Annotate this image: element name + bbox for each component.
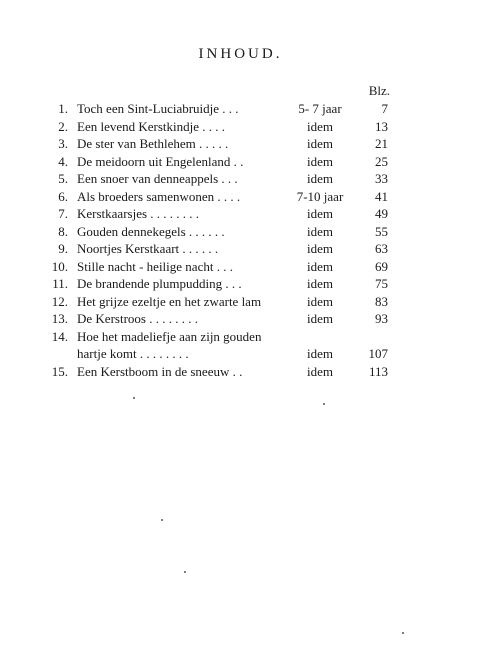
entry-title: hartje komt . . . . . . . . [77, 346, 189, 361]
entry-title: De ster van Bethlehem . . . . . [77, 136, 229, 151]
paper-speck [323, 403, 325, 405]
entry-title: Toch een Sint-Luciabruidje . . . [77, 101, 239, 116]
entry-age: 7-10 jaar [296, 188, 344, 204]
entry-title: Gouden dennekegels . . . . . . [77, 223, 225, 239]
entry-page: 107 [368, 346, 388, 361]
entry-number: 9. [58, 241, 68, 256]
entry-title: De Kerstroos . . . . . . . . [77, 311, 198, 326]
entry-title: Het grijze ezeltje en het zwarte lam [77, 293, 262, 309]
entry-age: idem [307, 223, 333, 239]
entry-page: 113 [368, 363, 388, 379]
entry-page: 7 [381, 101, 388, 116]
paper-speck [402, 632, 404, 634]
entry-page: 55 [375, 223, 388, 239]
toc-entry [0, 100, 481, 118]
paper-speck [184, 571, 186, 573]
toc-entry [0, 310, 481, 328]
entry-number: 1. [58, 101, 68, 116]
entry-page: 41 [375, 188, 388, 204]
entry-title: Een levend Kerstkindje . . . . [77, 118, 226, 134]
entry-age: idem [307, 136, 333, 151]
entry-page: 63 [375, 241, 388, 256]
entry-number: 7. [58, 206, 68, 221]
entry-number: 15. [51, 363, 68, 379]
toc-entry [0, 135, 481, 153]
entry-title: De meidoorn uit Engelenland . . [77, 153, 244, 169]
toc-entry [0, 363, 481, 381]
entry-age: idem [307, 363, 333, 379]
entry-number: 12. [51, 293, 68, 309]
paper-speck [161, 519, 163, 521]
entry-title: Een snoer van denneappels . . . [77, 171, 238, 186]
page-column-header: Blz. [368, 83, 390, 98]
toc-entry [0, 240, 481, 258]
entry-title: Hoe het madeliefje aan zijn gouden [77, 328, 262, 344]
entry-age: idem [307, 118, 333, 134]
entry-age: idem [307, 241, 333, 256]
toc-entry [0, 275, 481, 293]
toc-entry [0, 188, 481, 206]
entry-age: idem [307, 258, 333, 274]
entry-age: idem [307, 346, 333, 361]
entry-age: 5- 7 jaar [298, 101, 342, 116]
entry-age: idem [307, 171, 333, 186]
entry-number: 3. [58, 136, 68, 151]
contents-heading: INHOUD. [198, 46, 283, 62]
entry-number: 11. [52, 276, 68, 291]
paper-speck [133, 397, 135, 399]
entry-number: 14. [51, 328, 68, 344]
toc-entry [0, 205, 481, 223]
entry-number: 13. [51, 311, 68, 326]
entry-page: 93 [375, 311, 388, 326]
toc-entry [0, 293, 481, 311]
table-of-contents [0, 100, 481, 380]
entry-title: Als broeders samenwonen . . . . [77, 188, 241, 204]
entry-age: idem [307, 206, 333, 221]
entry-page: 83 [375, 293, 388, 309]
entry-age: idem [307, 153, 333, 169]
entry-page: 49 [375, 206, 388, 221]
toc-entry [0, 328, 481, 346]
entry-number: 5. [58, 171, 68, 186]
toc-entry [0, 258, 481, 276]
entry-number: 6. [58, 188, 68, 204]
entry-number: 8. [58, 223, 68, 239]
entry-number: 2. [58, 118, 68, 134]
toc-entry [0, 223, 481, 241]
entry-page: 21 [375, 136, 388, 151]
entry-title: Noortjes Kerstkaart . . . . . . [77, 241, 219, 256]
entry-number: 10. [51, 258, 68, 274]
entry-age: idem [307, 276, 333, 291]
entry-number: 4. [58, 153, 68, 169]
toc-entry [0, 118, 481, 136]
entry-title: Stille nacht - heilige nacht . . . [77, 258, 233, 274]
entry-page: 75 [375, 276, 388, 291]
toc-entry [0, 153, 481, 171]
entry-title: Kerstkaarsjes . . . . . . . . [77, 206, 200, 221]
toc-entry-continuation [0, 345, 481, 363]
entry-page: 69 [375, 258, 388, 274]
entry-age: idem [307, 311, 333, 326]
toc-entry [0, 170, 481, 188]
entry-title: De brandende plumpudding . . . [77, 276, 242, 291]
entry-title: Een Kerstboom in de sneeuw . . [77, 363, 243, 379]
entry-page: 33 [375, 171, 388, 186]
entry-page: 13 [375, 118, 388, 134]
entry-age: idem [307, 293, 333, 309]
entry-page: 25 [375, 153, 388, 169]
